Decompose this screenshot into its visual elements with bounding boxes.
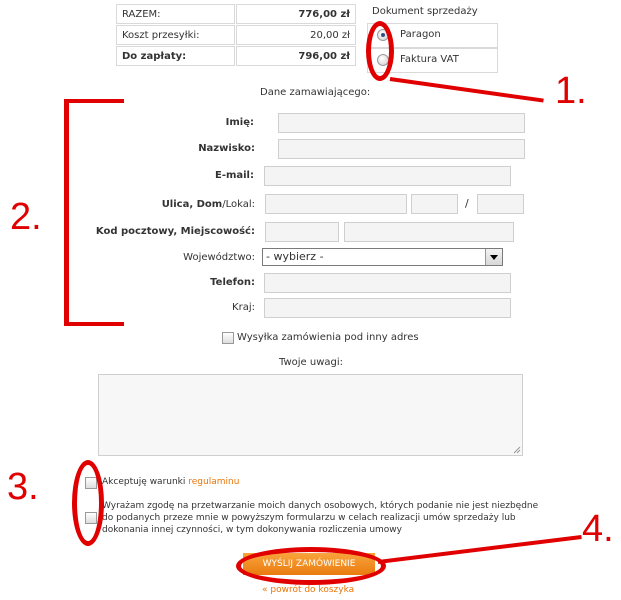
terms-label (102, 477, 239, 487)
street-input[interactable] (265, 194, 407, 214)
chevron-down-icon[interactable] (485, 249, 502, 265)
voivodeship-select[interactable] (262, 248, 503, 266)
annotation-pointer-4 (378, 535, 582, 564)
voivodeship-selected: - wybierz - (266, 250, 324, 263)
submit-order-button[interactable]: WYŚLIJ ZAMÓWIENIE (243, 553, 375, 575)
voivodeship-label: Województwo: (183, 252, 255, 263)
annotation-bracket-2-top (64, 99, 124, 103)
annotation-number-4: 4. (582, 508, 614, 550)
street-label-main: Ulica, Dom (161, 199, 223, 210)
comments-label: Twoje uwagi: (279, 357, 343, 368)
street-label (162, 199, 255, 210)
invoice-label: Faktura VAT (400, 54, 459, 65)
first-name-label: Imię: (225, 117, 254, 128)
postal-code-input[interactable] (265, 222, 339, 242)
annotation-pointer-1 (390, 77, 544, 103)
street-label-rest: /Lokal: (222, 199, 255, 210)
annotation-number-3: 3. (7, 466, 39, 508)
last-name-label: Nazwisko: (198, 143, 255, 154)
annotation-ellipse-4 (236, 547, 386, 585)
country-input[interactable] (264, 298, 511, 318)
annotation-bracket-2-bottom (64, 322, 124, 326)
terms-link[interactable]: regulaminu (188, 477, 240, 487)
annotation-ellipse-3 (72, 460, 104, 546)
terms-text: Akceptuję warunki (102, 477, 189, 487)
email-label: E-mail: (214, 170, 254, 181)
comments-textarea[interactable] (98, 374, 523, 456)
ship-other-address-label: Wysyłka zamówienia pod inny adres (237, 332, 419, 343)
ship-other-address-checkbox[interactable] (222, 332, 234, 344)
phone-input[interactable] (264, 273, 511, 293)
house-number-input[interactable] (411, 194, 458, 214)
city-input[interactable] (344, 222, 514, 242)
phone-label: Telefon: (210, 277, 255, 288)
sales-document-title: Dokument sprzedaży (367, 2, 498, 22)
annotation-number-2: 2. (10, 196, 42, 238)
back-to-cart-link[interactable]: « powrót do koszyka (262, 585, 355, 595)
annotation-ellipse-1 (366, 21, 394, 81)
paragon-label: Paragon (400, 29, 441, 40)
email-input[interactable] (264, 166, 511, 186)
summary-value: 796,00 zł (236, 46, 356, 66)
data-processing-label: Wyrażam zgodę na przetwarzanie moich danych osobowych, których podanie nie jest niezbędne do podanych przeze mnie w powyższym formularzu w celach realizacji umów sprzedaży lub dokonania innej czynności, w tym dokonywania rozliczenia umowy (102, 501, 539, 535)
house-separator: / (465, 197, 469, 210)
apartment-number-input[interactable] (477, 194, 524, 214)
summary-label: RAZEM: (116, 4, 235, 24)
summary-value: 776,00 zł (236, 4, 356, 24)
summary-value: 20,00 zł (236, 25, 356, 45)
country-label: Kraj: (232, 302, 255, 313)
section-title: Dane zamawiającego: (260, 87, 371, 98)
annotation-bracket-2 (64, 99, 69, 326)
summary-label: Do zapłaty: (116, 46, 235, 66)
postal-city-label: Kod pocztowy, Miejscowość: (95, 226, 255, 237)
resize-handle-icon[interactable] (513, 446, 521, 454)
last-name-input[interactable] (278, 139, 525, 159)
annotation-number-1: 1. (555, 70, 587, 112)
summary-label: Koszt przesyłki: (116, 25, 235, 45)
first-name-input[interactable] (278, 113, 525, 133)
